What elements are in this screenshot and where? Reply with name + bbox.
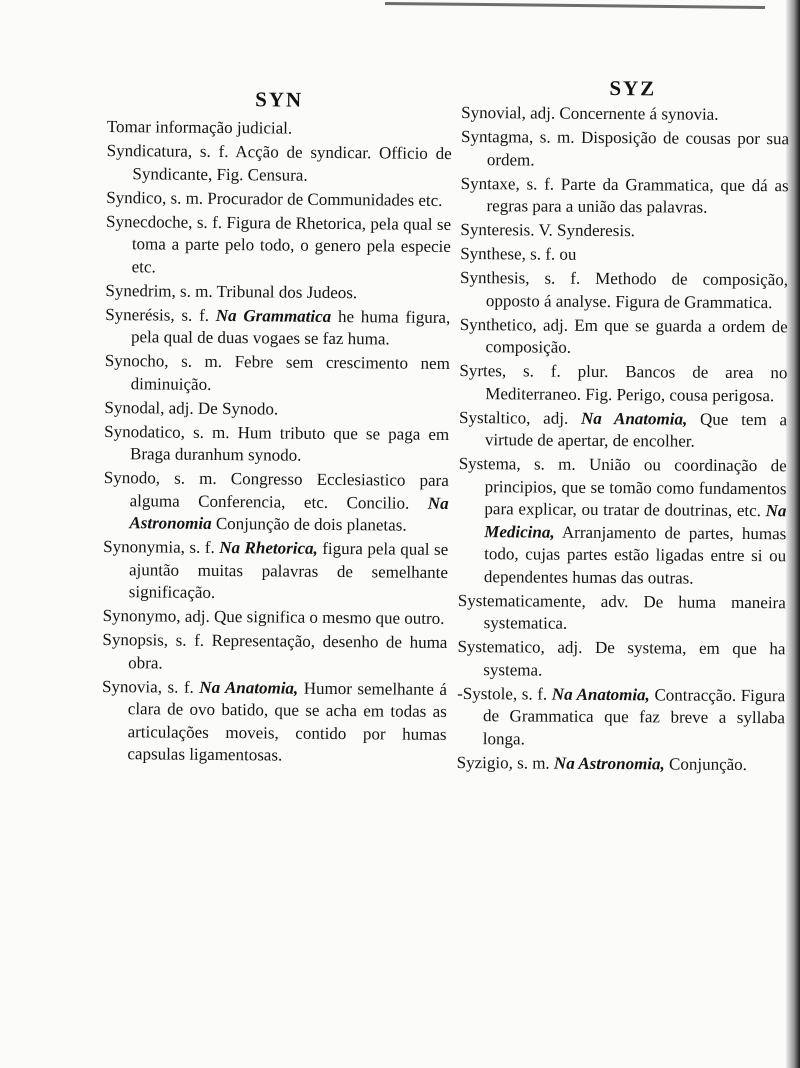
headword: Synopsis [102, 629, 164, 650]
headword: Systematicamente [457, 590, 582, 611]
dictionary-entry [460, 243, 788, 268]
headword: Synodal [104, 397, 161, 417]
right-column-header: SYZ [609, 76, 657, 101]
dictionary-entry [105, 350, 450, 398]
definition-text: , s. f. Representação, desenho de huma obra. [128, 630, 448, 673]
dictionary-entry [459, 406, 787, 453]
headword: Synodo [103, 467, 156, 488]
definition-text: Tomar informação judicial. [106, 116, 293, 138]
dictionary-entry [459, 360, 787, 407]
dictionary-entry [106, 210, 452, 281]
definition-text-continued: Conjunção. [664, 753, 748, 774]
headword: Systematico [457, 636, 541, 657]
definition-text: , s. f. plur. Bancos de area no Mediterraneo. Fig. Perigo, cousa perigosa. [485, 361, 788, 405]
definition-text: , s. f. [157, 676, 200, 697]
definition-text: , s. m. Tribunal dos Judeos. [171, 281, 358, 302]
definition-text-continued: Humor semelhante á clara de ovo batido, que se acha em todas as articulações moveis, contido por humas capsulas ligamentosas. [127, 678, 448, 765]
dictionary-entry [459, 313, 787, 360]
left-entry-list [101, 116, 452, 770]
headword: -Systole [457, 683, 513, 703]
italic-label: Na Anatomia, [551, 684, 650, 704]
dictionary-entry [457, 636, 785, 683]
definition-text-continued: figura pela qual se ajuntão muitas palavras de semelhante significação. [128, 538, 449, 602]
definition-text-continued: Arranjamento de partes, humas todo, cujas partes estão ligadas entre si ou dependentes humas das outras. [483, 522, 787, 588]
headword: Synedrim [105, 280, 172, 301]
dictionary-entry [105, 279, 450, 305]
dictionary-entry [458, 589, 786, 636]
definition-text-continued: Conjunção de dois planetas. [211, 513, 407, 535]
dictionary-entry [461, 102, 789, 127]
headword: Syndicatura [106, 140, 188, 161]
headword: Syrtes [459, 360, 502, 381]
dictionary-entry [102, 629, 447, 677]
headword: Systema [458, 453, 517, 474]
left-column-header: SYN [255, 87, 304, 112]
dictionary-entry [101, 675, 447, 768]
definition-text: . V. Synderesis. [530, 220, 636, 241]
dictionary-entry [104, 396, 449, 422]
headword: Synocho [104, 350, 165, 371]
definition-text: , s. m. Procurador de Communidades etc. [161, 187, 443, 210]
italic-label: Na Astronomia, [553, 753, 665, 773]
headword: Synovial [461, 102, 522, 123]
italic-label: Na Astronomia [129, 493, 449, 533]
definition-text: , s. f. Acção de syndicar. Officio de Syndicante, Fig. Censura. [132, 141, 452, 185]
definition-text: , adv. De huma maneira systematica. [483, 591, 786, 633]
headword: Synthesis [459, 267, 526, 288]
headword: Systaltico [459, 407, 527, 427]
right-entry-list [457, 102, 790, 778]
dictionary-entry [104, 420, 449, 468]
dictionary-entry [461, 126, 789, 173]
definition-text: , s. f. ou [521, 244, 577, 264]
definition-text: , s. m. União ou coordinação de principios, que se tomão como fundamentos para explicar, ou tratar de doutrinas, etc. [484, 454, 787, 521]
dictionary-entry [457, 682, 785, 752]
italic-label: Na Anatomia, [581, 408, 688, 429]
dictionary-entry [460, 267, 788, 314]
definition-text: , s. f. Figura de Rhetorica, pela qual se toma a parte pelo todo, o genero pela especie etc. [131, 212, 452, 276]
headword: Synodatico [104, 421, 181, 442]
italic-label: Na Medicina, [484, 501, 787, 542]
headword: Synecdoche [105, 211, 189, 232]
headword: Synthetico [459, 314, 533, 334]
definition-text: , s. m. Febre sem crescimento nem diminuição. [130, 351, 450, 394]
definition-text: , adj. Que significa o mesmo que outro. [176, 606, 445, 628]
definition-text: , adj. [526, 407, 582, 428]
italic-label: Na Anatomia, [199, 677, 299, 698]
definition-text: , s. f. Methodo de composição, opposto á analyse. Figura de Grammatica. [485, 268, 789, 312]
definition-text-continued: he huma figura, pela qual de duas vogaes se faz huma. [130, 306, 451, 349]
headword: Synovia [101, 676, 158, 696]
definition-text-continued: Que tem a virtude de apertar, de encolher. [484, 409, 788, 451]
top-rule [385, 2, 765, 9]
dictionary-entry [103, 536, 449, 607]
italic-label: Na Rhetorica, [219, 537, 318, 558]
headword: Synthese [460, 243, 522, 264]
headword: Synonymia [103, 536, 181, 557]
definition-text: , s. m. Congresso Ecclesiastico para alguma Conferencia, etc. Concilio. [129, 468, 449, 513]
definition-text: , adj. De systema, em que ha systema. [483, 637, 786, 680]
headword: Syntaxe [460, 173, 516, 193]
definition-text-continued: Contracção. Figura de Grammatica que faz breve a syllaba longa. [482, 684, 786, 748]
italic-label: Na Grammatica [215, 305, 332, 326]
headword: Syzigio [456, 752, 509, 772]
right-column [456, 0, 790, 774]
definition-text: , s. f. [180, 537, 220, 557]
definition-text: , s. m. Disposição de cousas por sua ordem. [486, 127, 790, 170]
dictionary-entry [460, 172, 788, 219]
definition-text: , adj. De Synodo. [160, 397, 279, 419]
definition-text: , s. f. [170, 305, 216, 325]
definition-text: , s. m. [508, 752, 555, 773]
dictionary-entry [457, 751, 785, 776]
headword: Syndico [106, 187, 163, 207]
dictionary-entry [106, 140, 451, 188]
dictionary-entry [103, 605, 448, 631]
dictionary-entry [460, 219, 788, 244]
dictionary-entry [107, 116, 452, 142]
definition-text: , adj. Em que se guarda a ordem de composição. [485, 315, 788, 357]
dictionary-entry [458, 453, 787, 590]
headword: Synteresis [460, 219, 531, 240]
headword: Syntagma [460, 126, 530, 147]
definition-text: , s. f. [512, 683, 552, 704]
dictionary-entry [106, 186, 451, 212]
dictionary-entry [105, 303, 450, 351]
headword: Synonymo [102, 605, 177, 626]
headword: Synerésis [105, 304, 171, 325]
definition-text: , s. f. Parte da Grammatica, que dá as regras para a união das palavras. [486, 173, 789, 217]
dictionary-entry [103, 467, 449, 538]
definition-text: , adj. Concernente á synovia. [521, 103, 719, 124]
definition-text: , s. m. Hum tributo que se paga em Braga duranhum synodo. [129, 422, 450, 465]
